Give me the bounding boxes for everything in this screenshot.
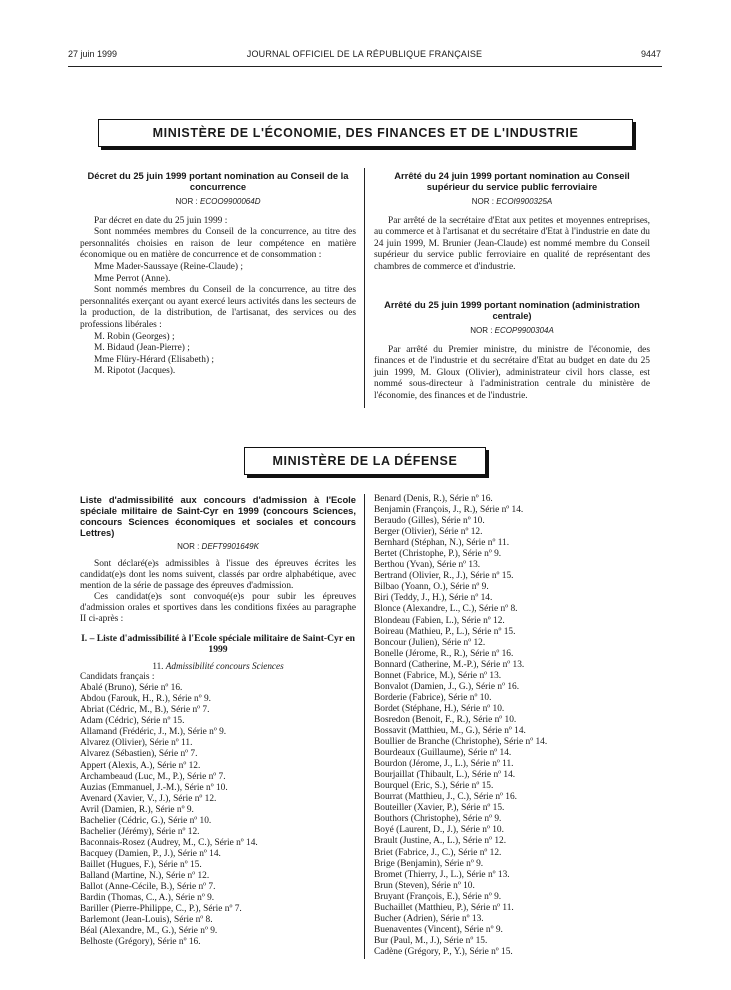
- ministry-economy-heading: MINISTÈRE DE L'ÉCONOMIE, DES FINANCES ET DE L'INDUSTRIE: [98, 119, 633, 147]
- candidate-entry: Bucher (Adrien), Série nº 13.: [374, 913, 484, 924]
- nor-code: ECOP9900304A: [494, 326, 554, 335]
- candidate-entry: Biri (Teddy, J., H.), Série nº 14.: [374, 593, 493, 604]
- decret-title: Décret du 25 juin 1999 portant nomination au Conseil de la concurrence: [87, 170, 349, 192]
- nor-code: ECOO9900064D: [199, 197, 261, 206]
- candidate-entry: Bordet (Stéphane, H.), Série nº 10.: [374, 703, 505, 714]
- candidate-list-left: [80, 683, 356, 948]
- candidate-entry: Baillet (Hugues, F.), Série nº 15.: [80, 859, 202, 870]
- decret-nor: [80, 196, 356, 208]
- page-header: [68, 49, 661, 65]
- candidate-entry: Ballot (Anne-Cécile, B.), Série nº 7.: [80, 882, 216, 893]
- candidate-entry: Blonce (Alexandre, L., C.), Série nº 8.: [374, 604, 518, 615]
- candidate-entry: Bosredon (Benoit, F., R.), Série nº 10.: [374, 714, 517, 725]
- candidate-entry: Bilbao (Yoann, O.), Série nº 9.: [374, 582, 489, 593]
- candidate-entry: Berthou (Yvan), Série nº 13.: [374, 560, 481, 571]
- decret-member: Mme Flüry-Hérard (Elisabeth) ;: [94, 354, 215, 365]
- nor-label: NOR :: [175, 197, 198, 206]
- nor-code: DEFT9901649K: [201, 542, 259, 551]
- candidate-entry: Bariller (Pierre-Philippe, C., P.), Série nº 7.: [80, 904, 242, 915]
- arrete1-nor: [374, 196, 650, 208]
- header-journal-title: JOURNAL OFFICIEL DE LA RÉPUBLIQUE FRANÇAISE: [246, 49, 483, 59]
- arrete1-body: Par arrêté de la secrétaire d'Etat aux petites et moyennes entreprises, au commerce et à l'artisanat et du secrétaire d'Etat à l'industrie en date du 24 juin 1999, M. Brunier (Jean-Claude) est nommé membre du Conseil supérieur du service public ferroviaire en qualité de représentant des chambres de commerce et d'industrie.: [374, 215, 650, 272]
- candidate-entry: Appert (Alexis, A.), Série nº 12.: [80, 760, 201, 771]
- candidate-entry: Benard (Denis, R.), Série nº 16.: [374, 494, 493, 504]
- candidate-entry: Bossavit (Matthieu, M., G.), Série nº 14.: [374, 725, 526, 736]
- arrete2-body: Par arrêté du Premier ministre, du ministre de l'économie, des finances et de l'industrie et du secrétaire d'Etat au budget en date du 25 juin 1999, M. Gloux (Olivier), administrateur civil hors classe, est nommé sous-directeur à l'administration centrale du ministère de l'économie, des finances et de l'industrie.: [374, 344, 650, 401]
- candidate-entry: Allamand (Frédéric, J., M.), Série nº 9.: [80, 727, 227, 738]
- candidate-entry: Buenaventes (Vincent), Série nº 9.: [374, 924, 503, 935]
- column-divider: [364, 168, 365, 408]
- candidate-entry: Auzias (Emmanuel, J.-M.), Série nº 10.: [80, 782, 228, 793]
- candidate-entry: Barlemont (Jean-Louis), Série nº 8.: [80, 915, 213, 926]
- candidate-entry: Belhoste (Grégory), Série nº 16.: [80, 937, 201, 948]
- decret-member: Mme Perrot (Anne).: [94, 273, 171, 284]
- column-divider: [364, 494, 365, 959]
- candidate-entry: Bertet (Christophe, P.), Série nº 9.: [374, 549, 502, 560]
- decret-member: M. Bidaud (Jean-Pierre) ;: [94, 343, 190, 354]
- candidate-entry: Bernhard (Stéphan, N.), Série nº 11.: [374, 538, 510, 549]
- decret-intro: Par décret en date du 25 juin 1999 :: [94, 215, 228, 226]
- decret-paragraph-2: Sont nommés membres du Conseil de la concurrence, au titre des personnalités exerçant ou ayant exercé leurs activités dans les secteurs de la production, de la distribution, de l'artisanat, des services ou des professions libérales :: [80, 285, 356, 330]
- candidate-entry: Bacquey (Damien, P., J.), Série nº 14.: [80, 848, 221, 859]
- candidate-entry: Brige (Benjamin), Série nº 9.: [374, 858, 484, 869]
- candidate-entry: Bouteiller (Xavier, P.), Série nº 15.: [374, 803, 505, 814]
- decret-member: Mme Mader-Saussaye (Reine-Claude) ;: [94, 261, 243, 272]
- candidate-entry: Bachelier (Cédric, G.), Série nº 10.: [80, 815, 212, 826]
- liste-section-heading: I. – Liste d'admissibilité à l'Ecole spéciale militaire de Saint-Cyr en 1999: [81, 632, 355, 655]
- candidate-entry: Bromet (Thierry, J., L.), Série nº 13.: [374, 869, 510, 880]
- candidate-entry: Buchaillet (Matthieu, P.), Série nº 11.: [374, 902, 514, 913]
- ministry-defense-heading: MINISTÈRE DE LA DÉFENSE: [244, 447, 486, 475]
- subsection-number: 11.: [152, 660, 164, 671]
- candidate-entry: Briet (Fabrice, J., C.), Série nº 12.: [374, 847, 502, 858]
- liste-paragraph-1: Sont déclaré(e)s admissibles à l'issue des épreuves écrites les candidat(e)s dont les noms suivent, classés par ordre alphabétique, avec mention de la série de passage des épreuves d'admission.: [80, 558, 356, 591]
- decret-paragraph-1: Sont nommées membres du Conseil de la concurrence, au titre des personnalités choisies en raison de leur compétence en matière économique ou en matière de concurrence et de consommation :: [80, 227, 356, 261]
- candidate-entry: Archambeaud (Luc, M., P.), Série nº 7.: [80, 771, 226, 782]
- liste-subsection: [80, 661, 356, 673]
- candidate-entry: Bachelier (Jérémy), Série nº 12.: [80, 826, 200, 837]
- header-date: 27 juin 1999: [68, 49, 118, 59]
- candidate-entry: Berger (Olivier), Série nº 12.: [374, 527, 483, 538]
- candidate-entry: Bouthors (Christophe), Série nº 9.: [374, 814, 502, 825]
- arrete-ferroviaire: [374, 170, 650, 274]
- nor-label: NOR :: [177, 542, 200, 551]
- nor-label: NOR :: [471, 197, 494, 206]
- liste-nor: [80, 541, 356, 553]
- candidate-entry: Abalé (Bruno), Série nº 16.: [80, 683, 183, 694]
- candidate-entry: Boncour (Julien), Série nº 12.: [374, 637, 486, 648]
- decret-member: M. Robin (Georges) ;: [94, 331, 175, 342]
- candidate-entry: Bourjaillat (Thibault, L.), Série nº 14.: [374, 770, 516, 781]
- candidate-entry: Bourquel (Eric, S.), Série nº 15.: [374, 781, 494, 792]
- subsection-title: Admissibilité concours Sciences: [165, 660, 284, 671]
- liste-admissibilite: [80, 494, 356, 948]
- decret-member: M. Ripotot (Jacques).: [94, 366, 176, 377]
- candidate-entry: Bonvalot (Damien, J., G.), Série nº 16.: [374, 681, 520, 692]
- arrete-administration-centrale: [374, 299, 650, 403]
- candidate-entry: Bourdeaux (Guillaume), Série nº 14.: [374, 748, 512, 759]
- candidate-entry: Bonelle (Jérome, R., R.), Série nº 16.: [374, 648, 514, 659]
- candidate-entry: Balland (Martine, N.), Série nº 12.: [80, 870, 210, 881]
- candidate-entry: Abdou (Farouk, H., R.), Série nº 9.: [80, 694, 212, 705]
- candidate-entry: Bonnet (Fabrice, M.), Série nº 13.: [374, 670, 502, 681]
- candidate-entry: Alvarez (Sébastien), Série nº 7.: [80, 749, 198, 760]
- candidate-entry: Bonnard (Catherine, M.-P.), Série nº 13.: [374, 659, 525, 670]
- liste-paragraph-2: Ces candidat(e)s sont convoqué(e)s pour subir les épreuves d'admission orales et sportives dans les conditions fixées au paragraphe II ci-après :: [80, 591, 356, 624]
- candidate-entry: Alvarez (Olivier), Série nº 11.: [80, 738, 193, 749]
- candidate-entry: Bertrand (Olivier, R., J.), Série nº 15.: [374, 571, 514, 582]
- arrete2-nor: [374, 325, 650, 337]
- arrete1-title: Arrêté du 24 juin 1999 portant nomination au Conseil supérieur du service public ferroviaire: [394, 170, 630, 192]
- arrete2-title: Arrêté du 25 juin 1999 portant nomination (administration centrale): [384, 299, 640, 321]
- candidate-entry: Boireau (Mathieu, P., L.), Série nº 15.: [374, 626, 516, 637]
- candidate-entry: Blondeau (Fabien, L.), Série nº 12.: [374, 615, 505, 626]
- candidate-entry: Bur (Paul, M., J.), Série nº 15.: [374, 935, 488, 946]
- candidate-entry: Abriat (Cédric, M., B.), Série nº 7.: [80, 705, 210, 716]
- candidate-entry: Bourdon (Jérome, J., L.), Série nº 11.: [374, 759, 514, 770]
- candidate-entry: Bruyant (François, E.), Série nº 9.: [374, 891, 502, 902]
- nor-label: NOR :: [470, 326, 493, 335]
- candidate-entry: Boullier de Branche (Christophe), Série nº 14.: [374, 737, 548, 748]
- candidate-entry: Avril (Damien, R.), Série nº 9.: [80, 804, 194, 815]
- candidate-entry: Benjamin (François, J., R.), Série nº 14.: [374, 505, 524, 516]
- candidate-entry: Borderie (Fabrice), Série nº 10.: [374, 692, 492, 703]
- candidate-entry: Baconnais-Rosez (Audrey, M., C.), Série nº 14.: [80, 837, 258, 848]
- candidate-entry: Brun (Steven), Série nº 10.: [374, 880, 475, 891]
- candidats-label: Candidats français :: [80, 672, 155, 683]
- candidate-entry: Béal (Alexandre, M., G.), Série nº 9.: [80, 926, 218, 937]
- header-page-number: 9447: [640, 49, 661, 59]
- candidate-list-right: [374, 494, 650, 958]
- nor-code: ECOI9900325A: [496, 197, 553, 206]
- candidate-entry: Boyé (Laurent, D., J.), Série nº 10.: [374, 825, 504, 836]
- candidate-entry: Bourrat (Matthieu, J., C.), Série nº 16.: [374, 792, 517, 803]
- candidate-entry: Adam (Cédric), Série nº 15.: [80, 716, 185, 727]
- candidate-entry: Brault (Justine, A., L.), Série nº 12.: [374, 836, 507, 847]
- candidate-entry: Beraudo (Gilles), Série nº 10.: [374, 516, 485, 527]
- decret-conseil-concurrence: [80, 170, 356, 378]
- liste-title: Liste d'admissibilité aux concours d'admission à l'Ecole spéciale militaire de Saint-Cyr en 1999 (concours Sciences, concours Sciences économiques et sociales et concours Lettres): [80, 494, 356, 538]
- header-rule: [68, 66, 662, 67]
- candidate-entry: Cadène (Grégory, P., Y.), Série nº 15.: [374, 946, 513, 957]
- candidate-entry: Avenard (Xavier, V., J.), Série nº 12.: [80, 793, 217, 804]
- candidate-entry: Bardin (Thomas, C., A.), Série nº 9.: [80, 893, 215, 904]
